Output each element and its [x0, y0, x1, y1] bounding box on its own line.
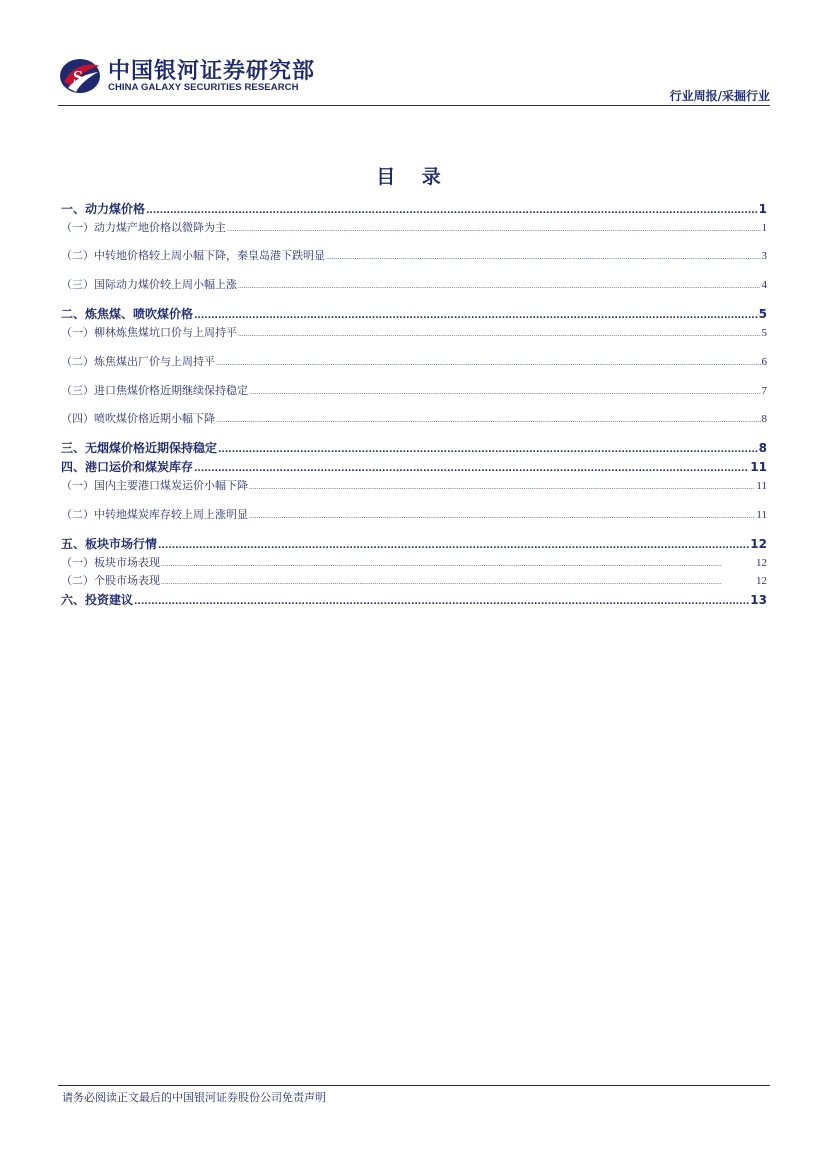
toc-entry-text: （三）进口焦煤价格近期继续保持稳定 [61, 384, 248, 397]
toc-entry[interactable] [61, 247, 767, 263]
toc-leader [161, 579, 755, 586]
toc-leader [326, 254, 761, 261]
toc-title: 目 录 [376, 166, 451, 188]
toc-leader [134, 597, 749, 607]
toc-entry-text: （一）柳林炼焦煤坑口价与上周持平 [61, 326, 237, 339]
company-name-cn: 中国银河证券研究部 [108, 59, 316, 84]
toc-entry[interactable] [61, 554, 767, 570]
toc-entry[interactable] [61, 572, 767, 588]
toc-entry[interactable] [61, 591, 767, 607]
toc-page-number: 12 [756, 557, 767, 569]
company-name-en: CHINA GALAXY SECURITIES RESEARCH [108, 82, 299, 93]
toc-entry[interactable] [61, 353, 767, 369]
toc-entry-text: （一）板块市场表现 [61, 556, 160, 569]
toc-page-number: 11 [756, 509, 767, 521]
toc-page-number: 5 [758, 307, 767, 321]
toc-page-number: 8 [758, 441, 767, 455]
toc-entry-text: 五、板块市场行情 [61, 537, 158, 551]
toc-leader [218, 445, 758, 455]
toc-entry[interactable] [61, 477, 767, 493]
document-type: 行业周报/采掘行业 [669, 89, 770, 103]
toc-entry-text: 二、炼焦煤、喷吹煤价格 [61, 307, 194, 321]
toc-entry[interactable] [61, 200, 767, 216]
page-header [58, 56, 770, 108]
toc-page-number: 5 [761, 327, 767, 339]
toc-page-number: 3 [761, 250, 767, 262]
toc-leader [216, 417, 761, 424]
toc-page-number: 1 [758, 202, 767, 216]
toc-page-number: 6 [761, 356, 767, 368]
disclaimer-note: 请务必阅读正文最后的中国银河证券股份公司免责声明 [62, 1091, 326, 1104]
toc-entry[interactable] [61, 439, 767, 455]
toc-entry-text: （二）个股市场表现 [61, 574, 160, 587]
toc-entry[interactable] [61, 410, 767, 426]
toc-entry[interactable] [61, 458, 767, 474]
toc-entry[interactable] [61, 324, 767, 340]
toc-leader [238, 331, 761, 338]
toc-leader [161, 561, 755, 568]
galaxy-logo-icon [58, 56, 104, 96]
toc-entry-text: （三）国际动力煤价较上周小幅上涨 [61, 278, 237, 291]
toc-entry-text: （二）中转地煤炭库存较上周上涨明显 [61, 508, 248, 521]
svg-text:S: S [73, 67, 84, 87]
toc-leader [249, 513, 755, 520]
toc-entry-text: （一）国内主要港口煤炭运价小幅下降 [61, 479, 248, 492]
toc-entry[interactable] [61, 219, 767, 235]
toc-entry-text: 一、动力煤价格 [61, 202, 146, 216]
toc-entry[interactable] [61, 382, 767, 398]
toc-leader [216, 360, 761, 367]
toc-entry[interactable] [61, 506, 767, 522]
toc-leader [146, 206, 758, 216]
toc-entry[interactable] [61, 305, 767, 321]
toc-entry-text: （一）动力煤产地价格以微降为主 [61, 221, 226, 234]
toc-page-number: 7 [761, 385, 767, 397]
toc-leader [249, 484, 755, 491]
toc-entry-text: （四）喷吹煤价格近期小幅下降 [61, 412, 215, 425]
toc-page-number: 4 [761, 279, 767, 291]
toc-page-number: 13 [750, 593, 767, 607]
toc-page-number: 11 [750, 460, 767, 474]
toc-entry-text: 三、无烟煤价格近期保持稳定 [61, 441, 218, 455]
toc-page-number: 11 [756, 480, 767, 492]
footer-divider [58, 1085, 770, 1086]
toc-entry[interactable] [61, 276, 767, 292]
toc-entry-text: 四、港口运价和煤炭库存 [61, 460, 194, 474]
toc-leader [238, 283, 761, 290]
toc-entry-text: （二）炼焦煤出厂价与上周持平 [61, 355, 215, 368]
toc-leader [194, 311, 758, 321]
toc-page-number: 8 [761, 413, 767, 425]
toc-page-number: 12 [750, 537, 767, 551]
toc-page-number: 12 [756, 575, 767, 587]
header-divider [58, 105, 770, 106]
toc-leader [249, 389, 761, 396]
toc-entry[interactable] [61, 535, 767, 551]
toc-entry-text: 六、投资建议 [61, 593, 134, 607]
toc-entry-text: （二）中转地价格较上周小幅下降，秦皇岛港下跌明显 [61, 249, 325, 262]
toc-leader [158, 541, 749, 551]
toc-leader [194, 464, 749, 474]
toc-leader [227, 226, 761, 233]
toc-page-number: 1 [761, 222, 767, 234]
